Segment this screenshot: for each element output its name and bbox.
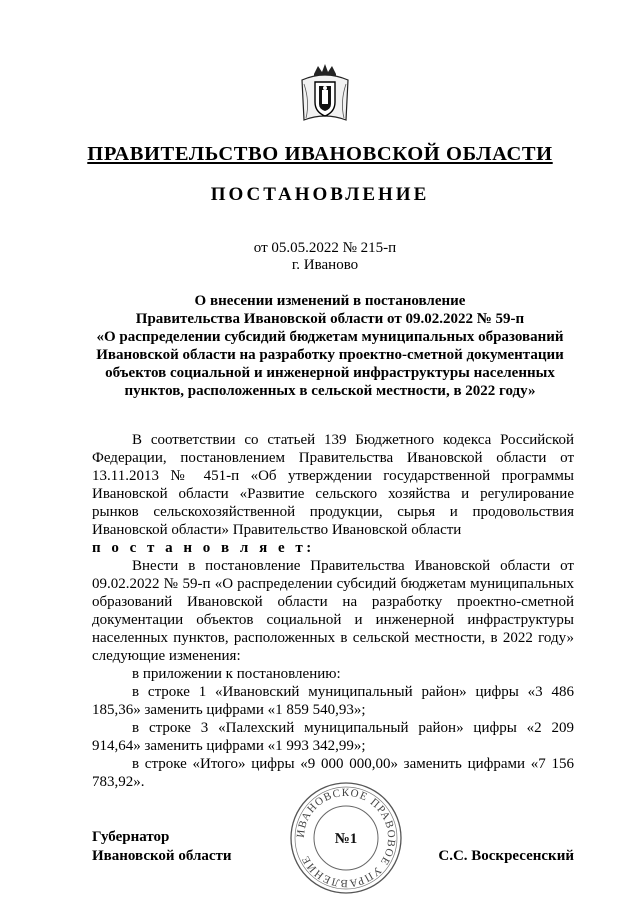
signatory-name: С.С. Воскресенский [438,848,574,864]
official-stamp [288,780,404,896]
subject-line: «О распределении субсидий бюджетам муниципальных образований [96,329,564,345]
position-line: Губернатор [92,829,170,845]
document-date-block [0,240,640,274]
signatory-position [92,828,232,866]
city: г. Иваново [291,257,359,273]
appendix-paragraph: в приложении к постановлению: [132,666,341,682]
position-line: Ивановской области [92,848,232,864]
organization-title: ПРАВИТЕЛЬСТВО ИВАНОВСКОЙ ОБЛАСТИ [87,143,553,165]
subject-line: Ивановской области на разработку проектно-сметной документации [96,347,564,363]
subject-line: Правительства Ивановской области от 09.02.2022 № 59-п [135,311,525,327]
stamp-number: №1 [334,831,358,847]
date-number: от 05.05.2022 № 215-п [253,240,397,256]
svg-text:ИВАНОВСКОЕ ПРАВОВОЕ УПРАВЛЕНИЕ: ИВАНОВСКОЕ ПРАВОВОЕ УПРАВЛЕНИЕ [294,786,398,890]
main-paragraph: Внести в постановление Правительства Ивановской области от 09.02.2022 № 59-п «О распределении субсидий бюджетам муниципальных образований Ивановской области на разработку проектно-сметной документации объектов социальной и инженерной инфраструктуры населенных пунктов, расположенных в сельской местности, в 2022 году» следующие изменения: [92,558,574,664]
change-item-2: в строке 3 «Палехский муниципальный район» цифры «2 209 914,64» заменить цифрами «1 993 342,99»; [92,720,574,754]
document-type: ПОСТАНОВЛЕНИЕ [210,184,430,205]
subject-line: объектов социальной и инженерной инфраструктуры населенных [105,365,555,381]
intro-paragraph: В соответствии со статьей 139 Бюджетного кодекса Российской Федерации, постановлением Правительства Ивановской области от 13.11.2013 № 451-п «Об утверждении государственной программы Ивановской области «Развитие сельского хозяйства и регулирование рынков сельскохозяйственной продукции, сырья и продовольствия Ивановской области» Правительство Ивановской области [92,432,574,538]
change-item-3: в строке «Итого» цифры «9 000 000,00» заменить цифрами «7 156 783,92». [92,756,574,790]
decree-word: п о с т а н о в л я е т: [92,540,315,556]
change-item-1: в строке 1 «Ивановский муниципальный район» цифры «3 486 185,36» заменить цифрами «1 859 540,93»; [92,684,574,718]
document-body [92,431,574,791]
document-subject [80,292,580,400]
coat-of-arms-icon [296,62,354,126]
subject-line: О внесении изменений в постановление [194,293,466,309]
subject-line: пунктов, расположенных в сельской местности, в 2022 году» [124,383,536,399]
